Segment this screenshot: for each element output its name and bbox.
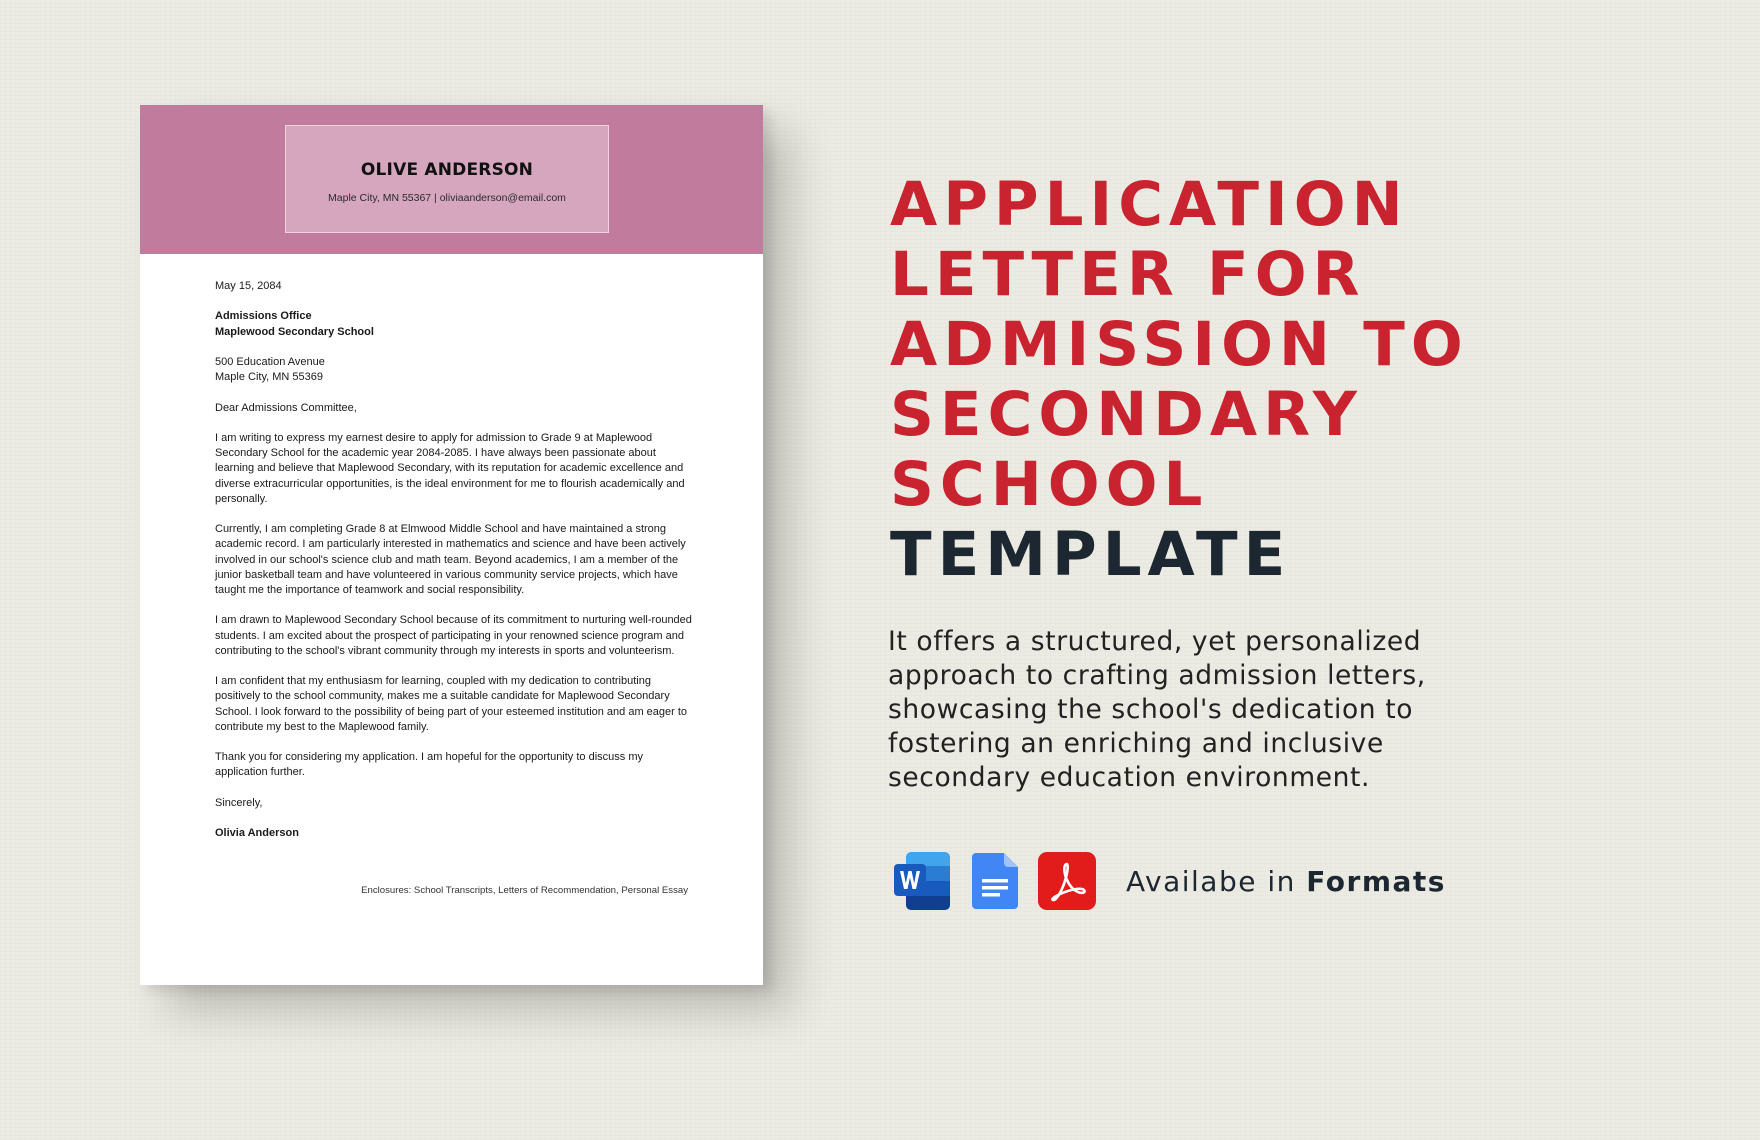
title-line: ADMISSION TO bbox=[890, 309, 1469, 380]
letter-paragraph: Currently, I am completing Grade 8 at Elmwood Middle School and have maintained a strong academic record. I am particularly interested in mathematics and science and have been actively involved in our school's science club and math team. Beyond academics, I am a member of the junior basketball team and have volunteered in various community service projects, which have taught me the importance of teamwork and social responsibility. bbox=[215, 523, 686, 596]
letter-signature: Olivia Anderson bbox=[215, 827, 299, 840]
recipient-street: 500 Education Avenue bbox=[215, 355, 325, 368]
name-box bbox=[285, 125, 609, 233]
template-description: It offers a structured, yet personalized approach to crafting admission letters, showcasing the school's dedication to fostering an enriching and inclusive secondary education environment. bbox=[888, 626, 1426, 793]
title-line-template: TEMPLATE bbox=[890, 519, 1292, 590]
letter-paragraph: I am confident that my enthusiasm for learning, coupled with my dedication to contributing positively to the school community, makes me a suitable candidate for Maplewood Secondary School. I look forward to the possibility of being part of your esteemed institution and am eager to contribute my best to the Maplewood family. bbox=[215, 675, 688, 733]
formats-row bbox=[892, 850, 1446, 912]
recipient-block bbox=[215, 309, 695, 339]
formats-label bbox=[1126, 865, 1446, 898]
letter-header-band bbox=[140, 105, 763, 254]
letter-date: May 15, 2084 bbox=[215, 280, 282, 292]
title-line: LETTER FOR bbox=[890, 239, 1366, 310]
page-title bbox=[890, 170, 1710, 590]
title-line: SECONDARY bbox=[890, 379, 1363, 450]
letter-paragraph: Thank you for considering my application. I am hopeful for the opportunity to discuss my application further. bbox=[215, 751, 643, 779]
recipient-city: Maple City, MN 55369 bbox=[215, 371, 324, 384]
letter-paragraph: I am writing to express my earnest desire to apply for admission to Grade 9 at Maplewood Secondary School for the academic year 2084-2085. I have always been passionate about learning and believe that Maplewood Secondary, with its reputation for academic excellence and diverse extracurricular opportunities, is the ideal environment for me to flourish academically and personally. bbox=[215, 431, 685, 505]
title-line: APPLICATION bbox=[890, 169, 1409, 240]
title-line: SCHOOL bbox=[890, 449, 1209, 520]
formats-label-prefix: Availabe in bbox=[1126, 864, 1307, 898]
recipient-school: Maplewood Secondary School bbox=[215, 325, 374, 338]
word-icon bbox=[892, 850, 954, 912]
google-docs-icon bbox=[964, 850, 1026, 912]
letter-salutation: Dear Admissions Committee, bbox=[215, 401, 357, 414]
letter-page bbox=[140, 105, 763, 985]
applicant-name: OLIVE ANDERSON bbox=[360, 160, 534, 180]
letter-enclosures: Enclosures: School Transcripts, Letters of Recommendation, Personal Essay bbox=[361, 885, 688, 896]
letter-paragraph: I am drawn to Maplewood Secondary School because of its commitment to nurturing well-rounded students. I am excited about the prospect of participating in your renowned science program and contributing to the school's vibrant community through my interests in sports and volunteerism. bbox=[215, 614, 692, 657]
formats-label-bold: Formats bbox=[1306, 864, 1446, 898]
recipient-address bbox=[215, 355, 695, 385]
applicant-contact: Maple City, MN 55367 | oliviaanderson@email.com bbox=[328, 192, 566, 204]
letter-closing: Sincerely, bbox=[215, 796, 263, 809]
recipient-office: Admissions Office bbox=[215, 310, 312, 323]
letter-body bbox=[215, 279, 695, 857]
pdf-icon bbox=[1036, 850, 1098, 912]
